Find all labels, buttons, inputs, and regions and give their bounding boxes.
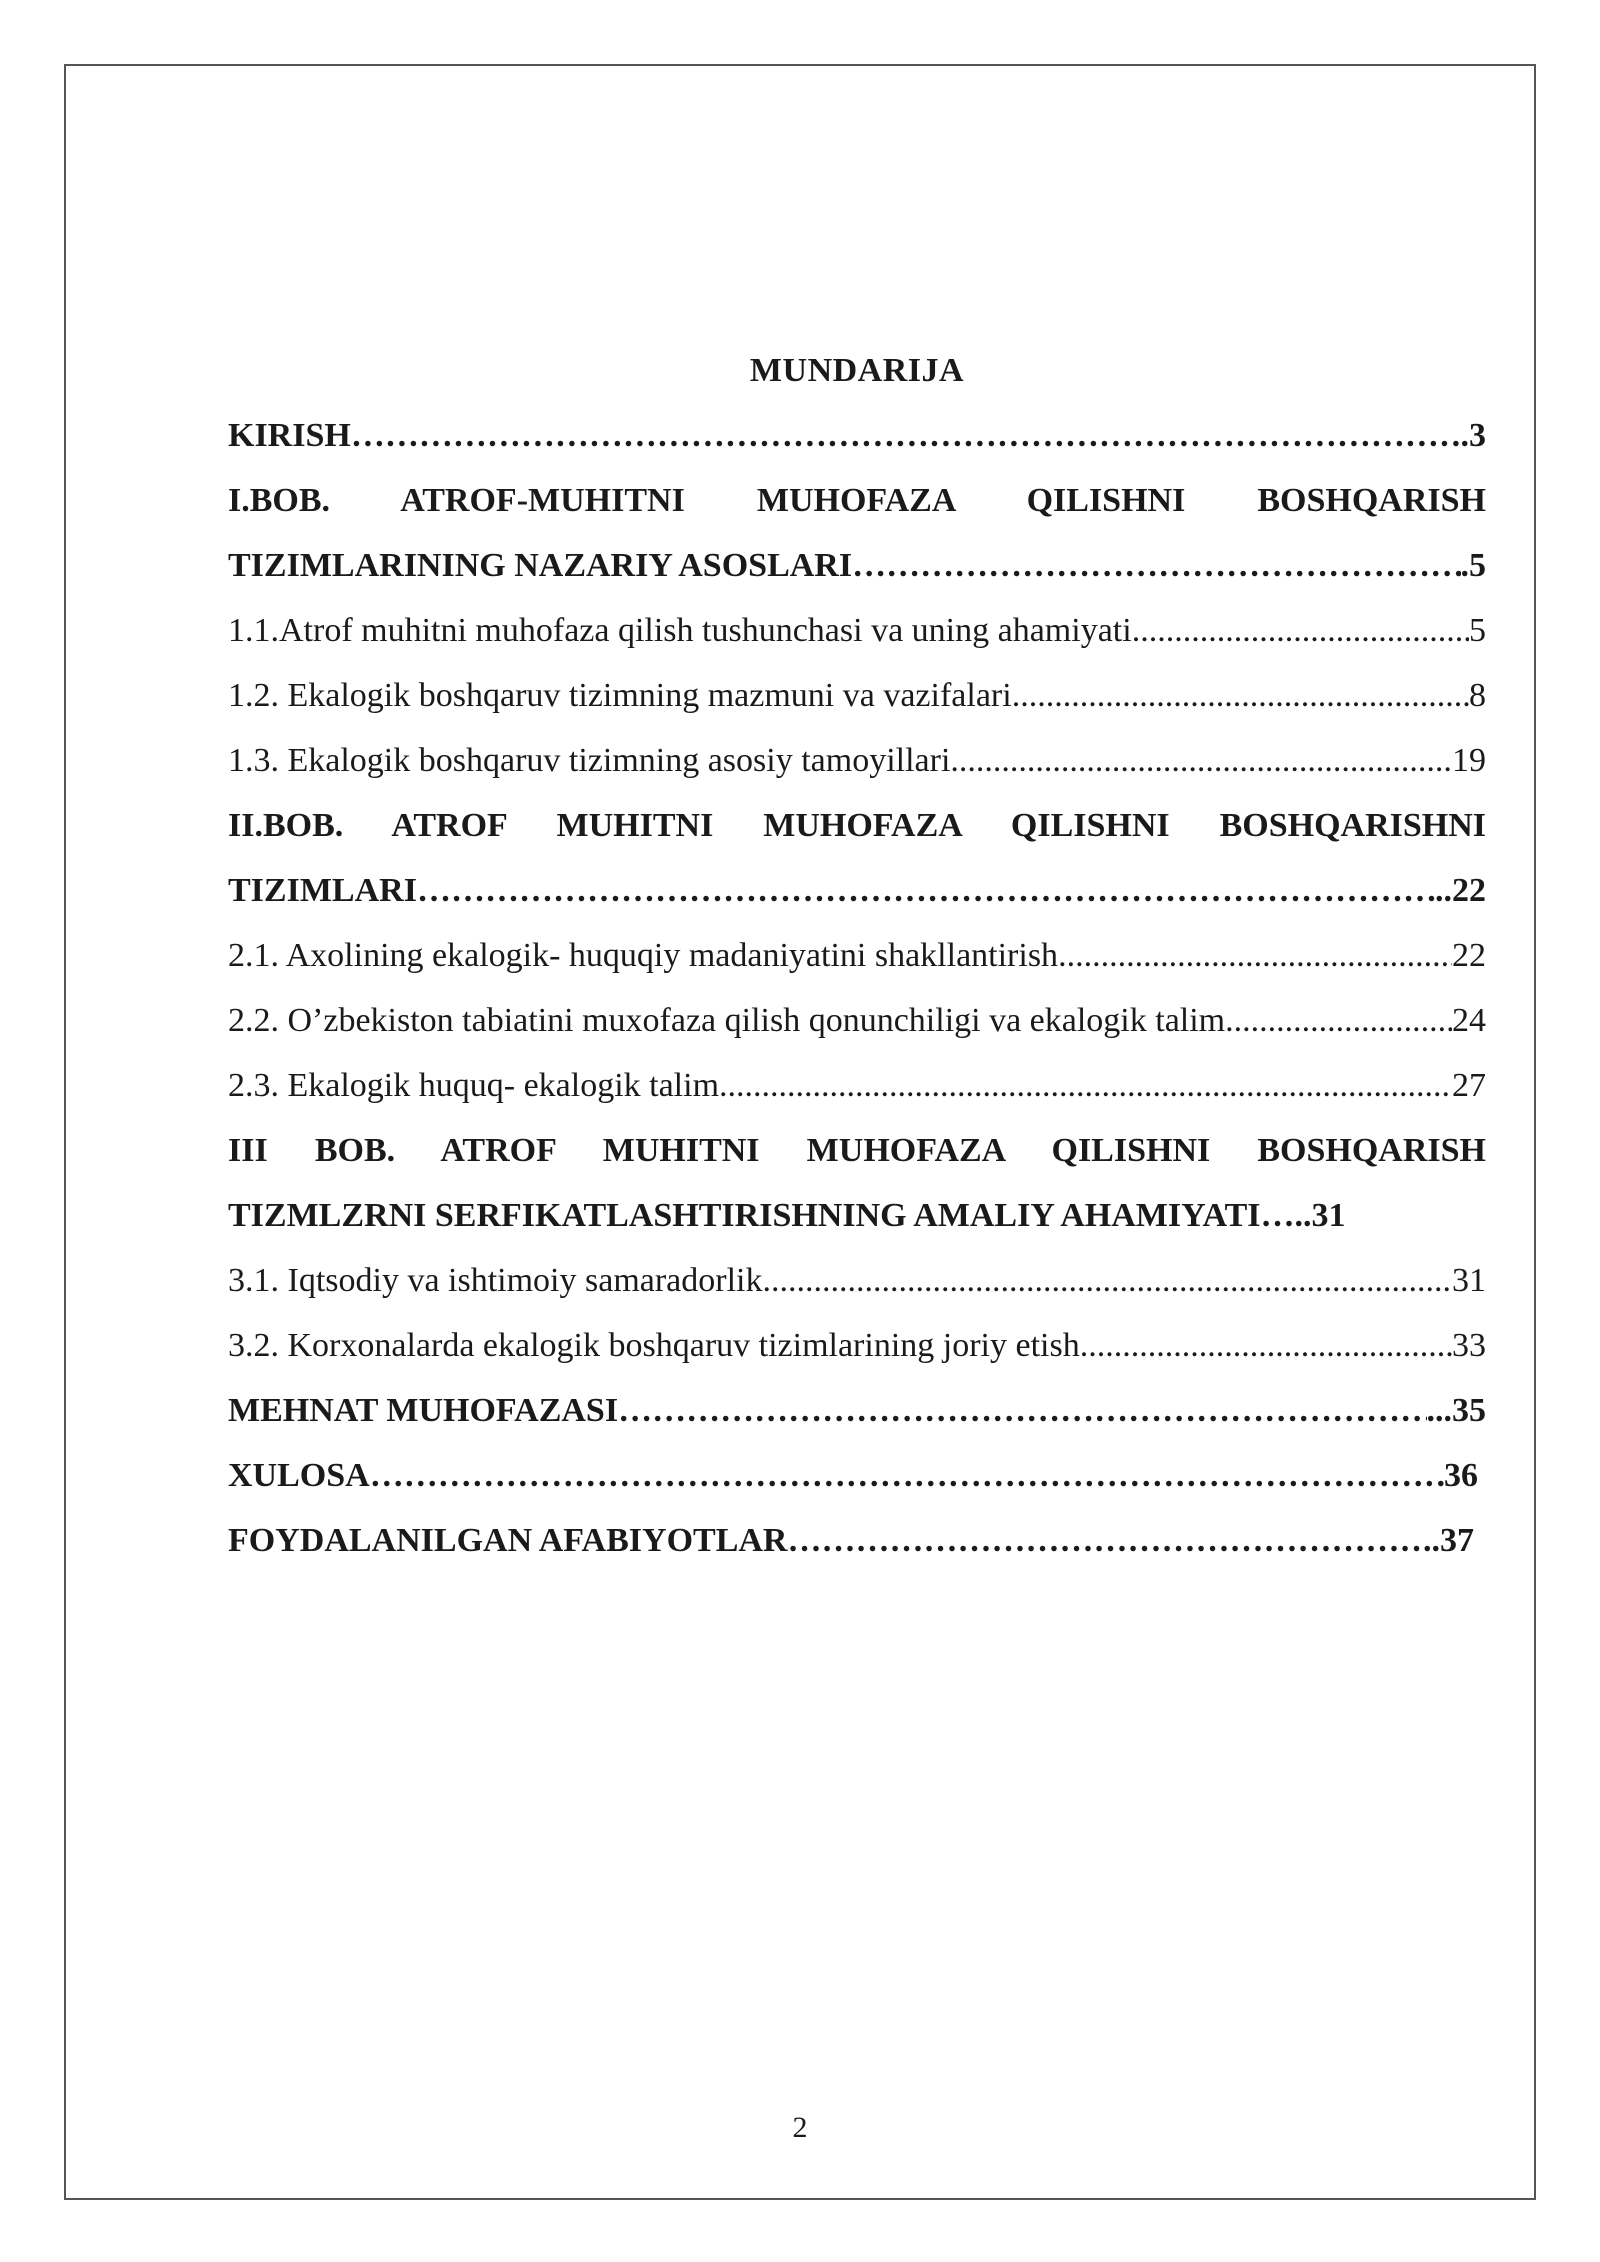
dot-leader	[719, 1053, 1452, 1118]
toc-entry-page: ..22	[1435, 872, 1486, 909]
toc-entry-mehnat-muhofazasi[interactable]	[228, 1378, 1486, 1443]
dot-leader	[763, 1248, 1453, 1313]
toc-entry-3-1[interactable]	[228, 1248, 1486, 1313]
toc-entry-page: 27	[1452, 1067, 1486, 1104]
toc-entry-page: .5	[1460, 547, 1486, 584]
toc-chapter-2-heading-end[interactable]	[228, 858, 1486, 923]
toc-entry-1-3[interactable]	[228, 728, 1486, 793]
toc-entry-text: 1.1.Atrof muhitni muhofaza qilish tushunchasi va uning ahamiyati	[228, 612, 1132, 649]
toc-entry-text: FOYDALANILGAN AFABIYOTLAR	[228, 1522, 788, 1559]
toc-entry-foydalanilgan-adabiyotlar[interactable]	[228, 1508, 1474, 1573]
dot-leader	[417, 858, 1435, 923]
toc-entry-text: KIRISH	[228, 417, 351, 454]
toc-entry-page: 19	[1452, 742, 1486, 779]
table-of-contents	[228, 338, 1486, 1573]
toc-entry-2-1[interactable]	[228, 923, 1486, 988]
toc-entry-text: MEHNAT MUHOFAZASI	[228, 1392, 619, 1429]
dot-leader	[787, 1508, 1423, 1573]
toc-entry-page: ..37	[1423, 1522, 1474, 1559]
dot-leader	[1132, 598, 1469, 663]
toc-entry-page: ...35	[1426, 1392, 1486, 1429]
toc-chapter-2-heading[interactable]: II.BOB. ATROF MUHITNI MUHOFAZA QILISHNI BOSHQARISHNI	[228, 807, 1486, 844]
dot-leader	[1080, 1313, 1452, 1378]
toc-entry-text: 2.1. Axolining ekalogik- huquqiy madaniyatini shakllantirish	[228, 937, 1059, 974]
toc-entry-page: 36	[1444, 1457, 1478, 1494]
toc-entry-text: 2.3. Ekalogik huquq- ekalogik talim	[228, 1067, 720, 1104]
toc-entry-page: 22	[1452, 937, 1486, 974]
toc-chapter-3-heading[interactable]: III BOB. ATROF MUHITNI MUHOFAZA QILISHNI BOSHQARISH	[228, 1132, 1486, 1169]
toc-entry-page: 5	[1469, 612, 1486, 649]
page-title: MUNDARIJA	[749, 352, 965, 389]
toc-entry-3-2[interactable]	[228, 1313, 1486, 1378]
toc-entry-kirish[interactable]	[228, 403, 1486, 468]
toc-chapter-1-heading[interactable]: I.BOB. ATROF-MUHITNI MUHOFAZA QILISHNI BOSHQARISH	[228, 482, 1486, 519]
toc-entry-text: 3.1. Iqtsodiy va ishtimoiy samaradorlik	[228, 1262, 763, 1299]
toc-entry-text: 1.3. Ekalogik boshqaruv tizimning asosiy tamoyillari	[228, 742, 951, 779]
dot-leader	[618, 1378, 1426, 1443]
toc-entry-1-1[interactable]	[228, 598, 1486, 663]
toc-chapter-3-heading-end[interactable]	[228, 1183, 1486, 1248]
toc-entry-text: XULOSA	[228, 1457, 370, 1494]
page-number: 2	[792, 2111, 808, 2144]
dot-leader	[852, 533, 1460, 598]
dot-leader	[1225, 988, 1452, 1053]
dot-leader	[1058, 923, 1452, 988]
toc-entry-page: 31	[1452, 1262, 1486, 1299]
toc-entry-text: 2.2. O’zbekiston tabiatini muxofaza qilish qonunchiligi va ekalogik talim	[228, 1002, 1226, 1039]
toc-entry-page: 8	[1469, 677, 1486, 714]
toc-entry-text: TIZIMLARINING NAZARIY ASOSLARI	[228, 547, 853, 584]
toc-entry-text: TIZIMLARI	[228, 872, 417, 909]
toc-entry-page: 33	[1452, 1327, 1486, 1364]
toc-entry-page: 24	[1452, 1002, 1486, 1039]
dot-leader	[370, 1443, 1444, 1508]
toc-entry-text: 3.2. Korxonalarda ekalogik boshqaruv tizimlarining joriy etish	[228, 1327, 1080, 1364]
toc-entry-1-2[interactable]	[228, 663, 1486, 728]
toc-chapter-1-heading-end[interactable]	[228, 533, 1486, 598]
dot-leader	[351, 403, 1461, 468]
toc-entry-text: TIZMLZRNI SERFIKATLASHTIRISHNING AMALIY AHAMIYATI…..31	[228, 1197, 1346, 1234]
toc-entry-xulosa[interactable]	[228, 1443, 1478, 1508]
dot-leader	[950, 728, 1452, 793]
toc-entry-text: 1.2. Ekalogik boshqaruv tizimning mazmuni va vazifalari	[228, 677, 1012, 714]
toc-entry-2-3[interactable]	[228, 1053, 1486, 1118]
toc-entry-2-2[interactable]	[228, 988, 1486, 1053]
dot-leader	[1012, 663, 1469, 728]
toc-entry-page: .3	[1460, 417, 1486, 454]
